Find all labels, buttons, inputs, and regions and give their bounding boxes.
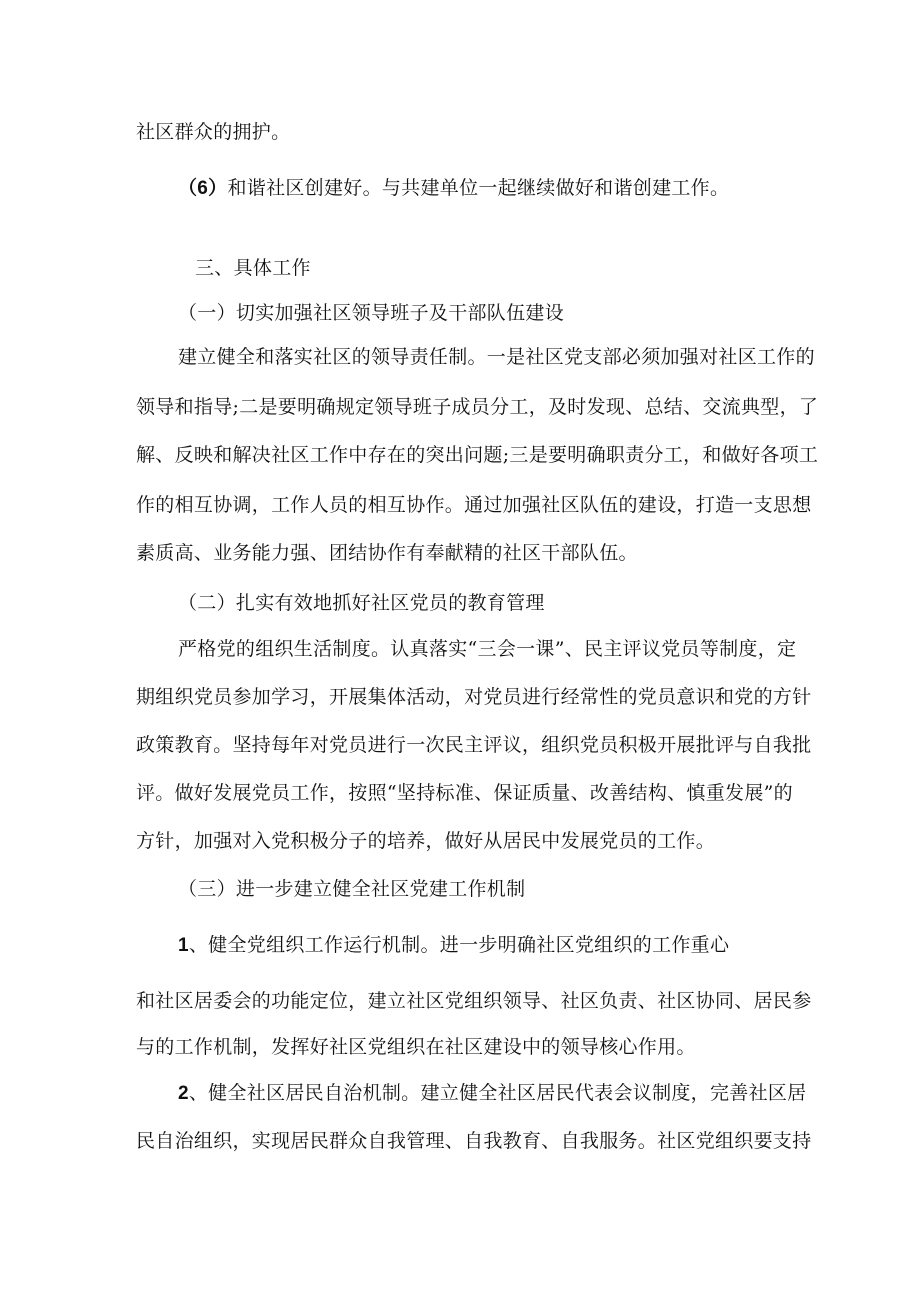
subsection-heading-1: （一）切实加强社区领导班子及干部队伍建设 [178,302,565,324]
paragraph-line: 期组织党员参加学习，开展集体活动，对党员进行经常性的党员意识和党的方针 [136,686,812,708]
paragraph-line: 评。做好发展党员工作，按照“坚持标准、保证质量、改善结构、慎重发展”的 [136,782,793,804]
list-item-6 [178,175,729,202]
item-text: 、健全社区居民自治机制。建立健全社区居民代表会议制度，完善社区居 [188,1082,807,1104]
paragraph-line: 社区群众的拥护。 [136,121,291,143]
item-number: （6） [178,178,228,199]
paragraph-line: 解、反映和解决社区工作中存在的突出问题;三是要明确职责分工，和做好各项工 [136,444,819,466]
paragraph-line: 素质高、业务能力强、团结协作有奉献精的社区干部队伍。 [136,542,638,564]
item-text: 、健全党组织工作运行机制。进一步明确社区党组织的工作重心 [188,934,730,956]
list-item-2 [178,1080,807,1107]
item-text: 和谐社区创建好。与共建单位一起继续做好和谐创建工作。 [227,177,730,199]
subsection-heading-2: （二）扎实有效地抓好社区党员的教育管理 [178,592,545,614]
section-heading: 三、具体工作 [195,257,311,279]
paragraph-line: 与的工作机制，发挥好社区党组织在社区建设中的领导核心作用。 [136,1036,696,1058]
paragraph-line: 政策教育。坚持每年对党员进行一次民主评议，组织党员积极开展批评与自我批 [136,734,812,756]
paragraph-line: 方针，加强对入党积极分子的培养，做好从居民中发展党员的工作。 [136,830,716,852]
paragraph-line: 建立健全和落实社区的领导责任制。一是社区党支部必须加强对社区工作的 [178,346,815,368]
paragraph-line: 作的相互协调，工作人员的相互协作。通过加强社区队伍的建设，打造一支思想 [136,494,812,516]
paragraph-line: 和社区居委会的功能定位，建立社区党组织领导、社区负责、社区协同、居民参 [136,990,812,1012]
paragraph-line: 严格党的组织生活制度。认真落实“三会一课”、民主评议党员等制度，定 [178,638,797,660]
item-number: 1 [178,935,189,956]
subsection-heading-3: （三）进一步建立健全社区党建工作机制 [178,878,526,900]
list-item-1 [178,932,729,959]
paragraph-line: 民自治组织，实现居民群众自我管理、自我教育、自我服务。社区党组织要支持 [136,1130,812,1152]
item-number: 2 [178,1083,189,1104]
paragraph-line: 领导和指导;二是要明确规定领导班子成员分工，及时发现、总结、交流典型，了 [136,396,819,418]
